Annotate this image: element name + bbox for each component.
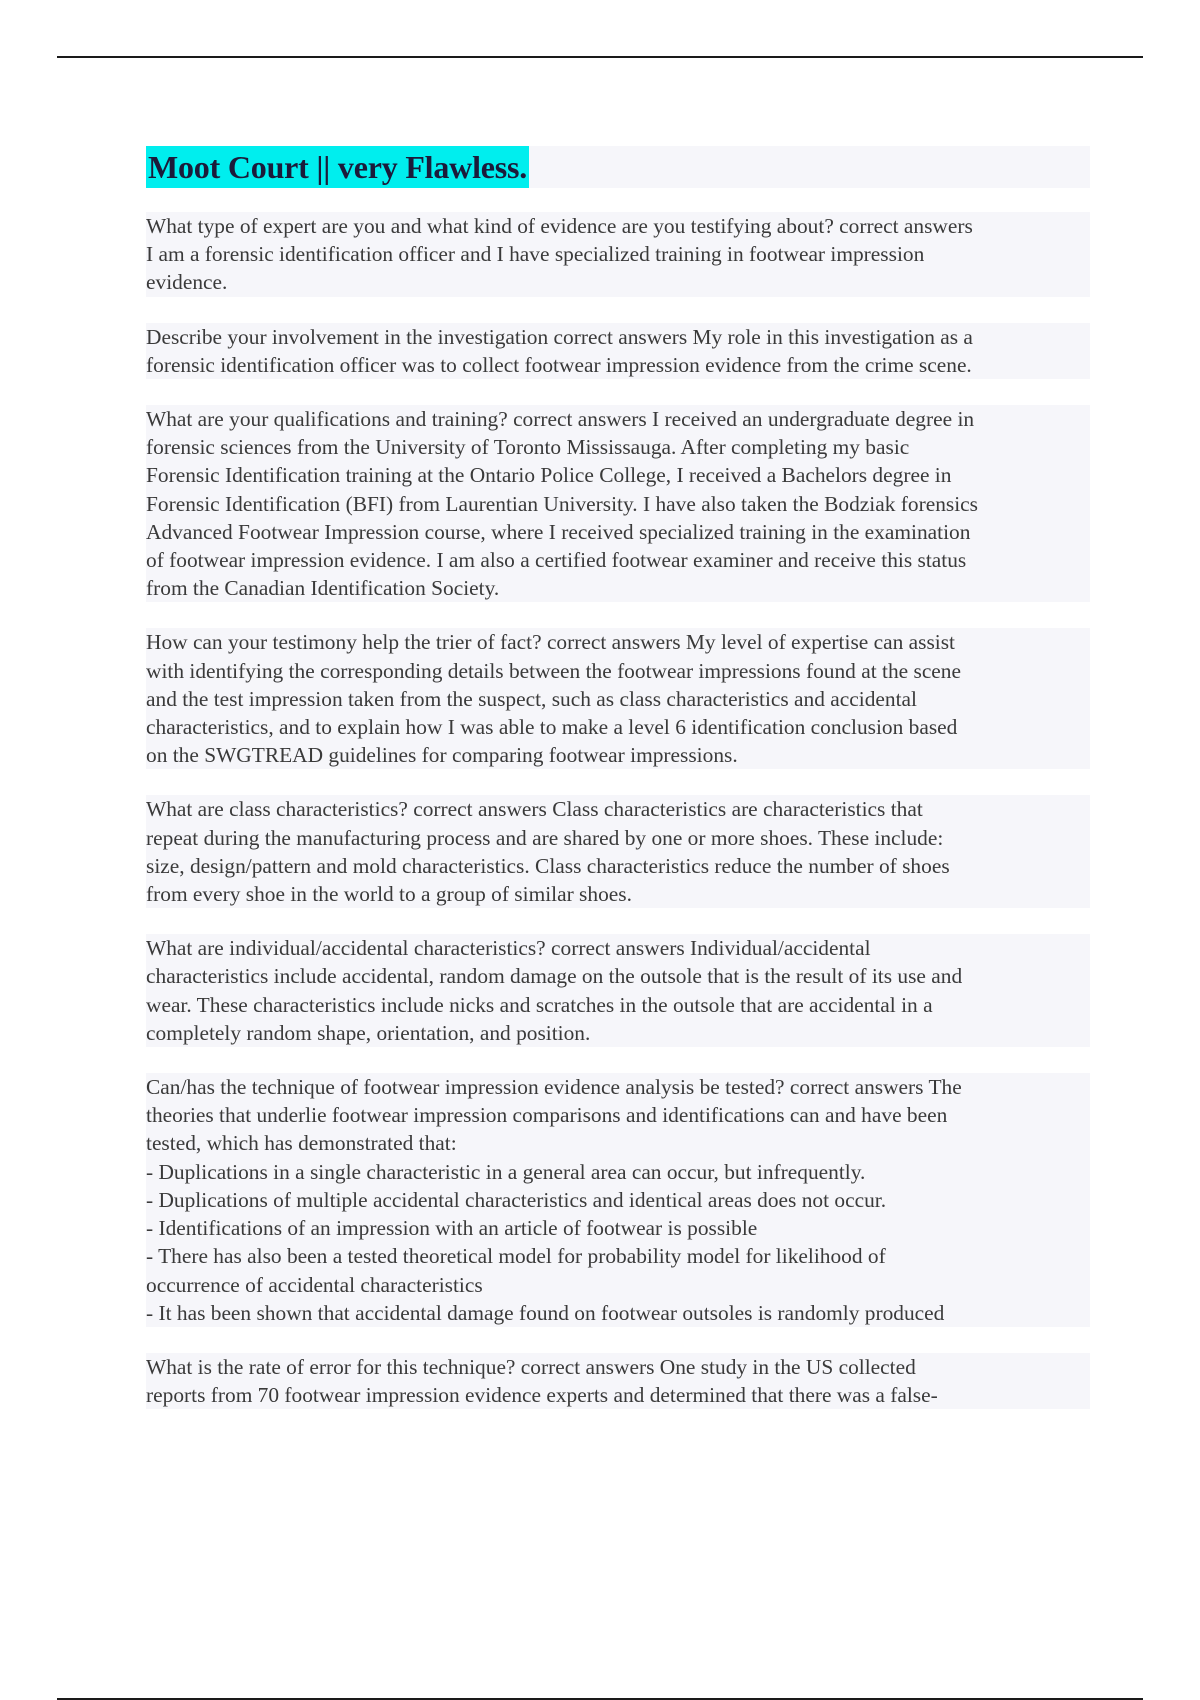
- text-line: What type of expert are you and what kind of evidence are you testifying about? correct answers: [146, 212, 1090, 240]
- text-line: forensic identification officer was to collect footwear impression evidence from the crime scene.: [146, 351, 1090, 379]
- qa-paragraph-qualifications: [146, 405, 1090, 602]
- text-line: forensic sciences from the University of Toronto Mississauga. After completing my basic: [146, 433, 1090, 461]
- text-line: I am a forensic identification officer and I have specialized training in footwear impression: [146, 240, 1090, 268]
- text-line: What are your qualifications and training? correct answers I received an undergraduate degree in: [146, 405, 1090, 433]
- text-line: What are individual/accidental characteristics? correct answers Individual/accidental: [146, 934, 1090, 962]
- text-line: characteristics include accidental, random damage on the outsole that is the result of its use and: [146, 962, 1090, 990]
- text-line: characteristics, and to explain how I was able to make a level 6 identification conclusion based: [146, 713, 1090, 741]
- text-line: and the test impression taken from the suspect, such as class characteristics and accidental: [146, 685, 1090, 713]
- qa-paragraph-technique-tested: [146, 1073, 1090, 1327]
- qa-paragraph-expert-type: [146, 212, 1090, 297]
- text-line: tested, which has demonstrated that:: [146, 1129, 1090, 1157]
- document-body: [146, 146, 1090, 1435]
- text-line: size, design/pattern and mold characteristics. Class characteristics reduce the number of shoes: [146, 852, 1090, 880]
- list-item: - There has also been a tested theoretical model for probability model for likelihood of: [146, 1242, 1090, 1270]
- qa-paragraph-accidental-characteristics: [146, 934, 1090, 1047]
- title-row: [146, 146, 1090, 188]
- text-line: What are class characteristics? correct answers Class characteristics are characteristics that: [146, 795, 1090, 823]
- text-line: Can/has the technique of footwear impression evidence analysis be tested? correct answers The: [146, 1073, 1090, 1101]
- qa-paragraph-rate-of-error: [146, 1353, 1090, 1409]
- qa-paragraph-trier-of-fact: [146, 628, 1090, 769]
- list-item: - Identifications of an impression with an article of footwear is possible: [146, 1214, 1090, 1242]
- text-line: with identifying the corresponding details between the footwear impressions found at the scene: [146, 657, 1090, 685]
- text-line: wear. These characteristics include nicks and scratches in the outsole that are accidental in a: [146, 991, 1090, 1019]
- text-line: reports from 70 footwear impression evidence experts and determined that there was a false-: [146, 1381, 1090, 1409]
- list-item: - Duplications in a single characteristic in a general area can occur, but infrequently.: [146, 1158, 1090, 1186]
- text-line: evidence.: [146, 268, 1090, 296]
- text-line: theories that underlie footwear impression comparisons and identifications can and have been: [146, 1101, 1090, 1129]
- text-line: of footwear impression evidence. I am also a certified footwear examiner and receive this status: [146, 546, 1090, 574]
- top-rule: [57, 56, 1143, 58]
- list-item: - Duplications of multiple accidental characteristics and identical areas does not occur.: [146, 1186, 1090, 1214]
- text-line: repeat during the manufacturing process and are shared by one or more shoes. These include:: [146, 824, 1090, 852]
- text-line: Forensic Identification (BFI) from Laurentian University. I have also taken the Bodziak forensics: [146, 490, 1090, 518]
- text-line: completely random shape, orientation, and position.: [146, 1019, 1090, 1047]
- text-line: Describe your involvement in the investigation correct answers My role in this investigation as a: [146, 323, 1090, 351]
- text-line: Advanced Footwear Impression course, where I received specialized training in the examination: [146, 518, 1090, 546]
- text-line: from the Canadian Identification Society.: [146, 574, 1090, 602]
- text-line: Forensic Identification training at the Ontario Police College, I received a Bachelors degree in: [146, 461, 1090, 489]
- qa-paragraph-class-characteristics: [146, 795, 1090, 908]
- qa-paragraph-involvement: [146, 323, 1090, 379]
- list-item: - It has been shown that accidental damage found on footwear outsoles is randomly produced: [146, 1299, 1090, 1327]
- text-line: occurrence of accidental characteristics: [146, 1271, 1090, 1299]
- text-line: from every shoe in the world to a group of similar shoes.: [146, 880, 1090, 908]
- text-line: What is the rate of error for this technique? correct answers One study in the US collected: [146, 1353, 1090, 1381]
- document-title: Moot Court || very Flawless.: [146, 146, 529, 188]
- text-line: How can your testimony help the trier of fact? correct answers My level of expertise can assist: [146, 628, 1090, 656]
- text-line: on the SWGTREAD guidelines for comparing footwear impressions.: [146, 741, 1090, 769]
